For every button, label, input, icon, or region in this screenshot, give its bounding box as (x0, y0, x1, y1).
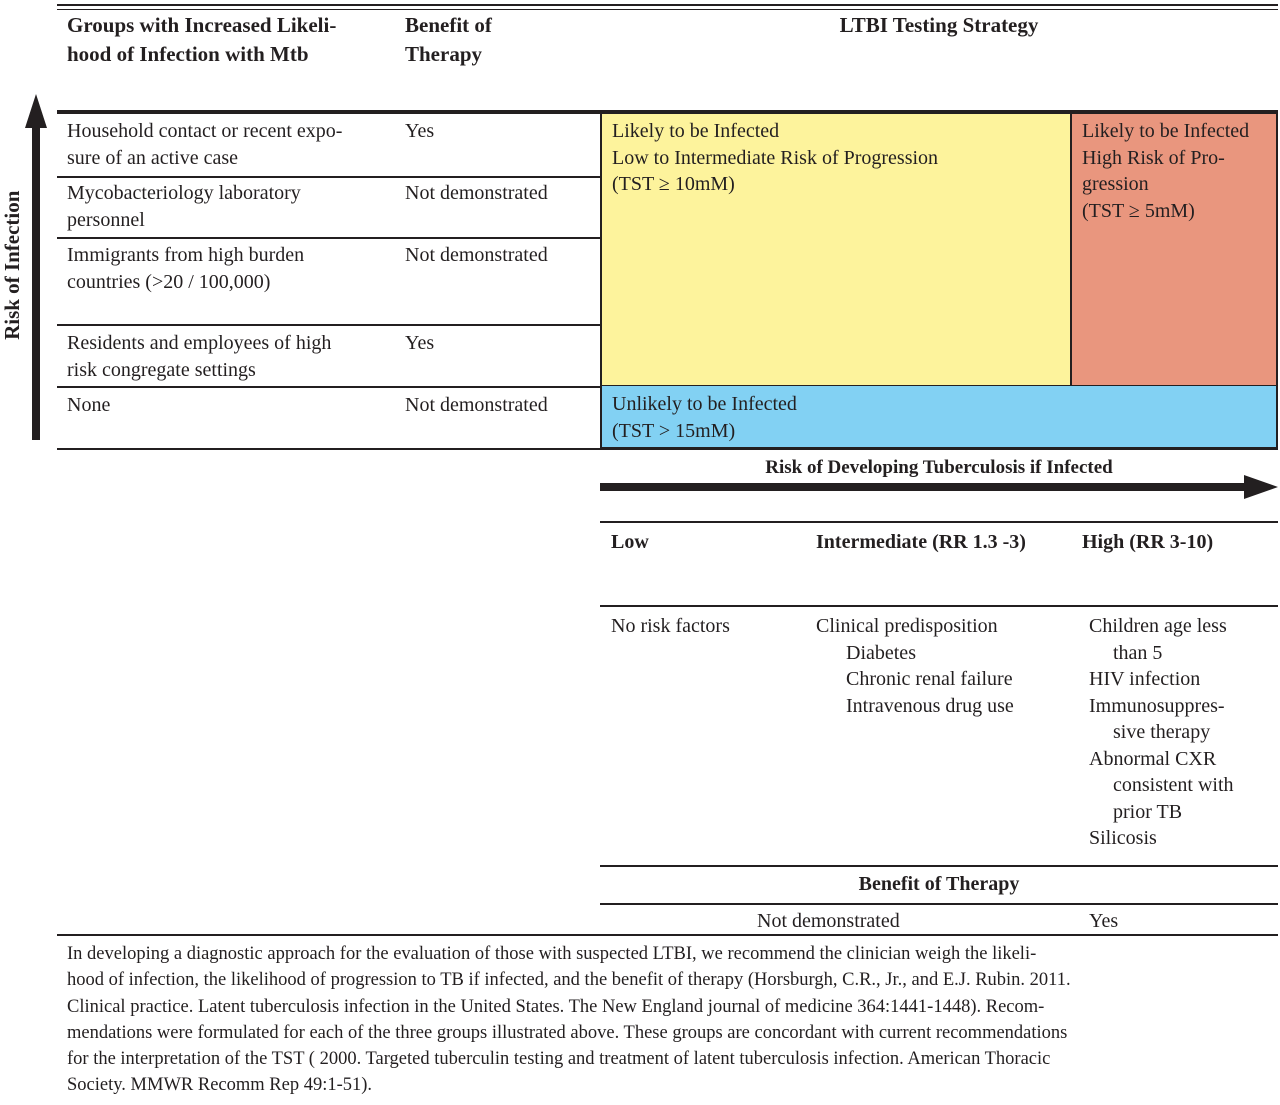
benefit-table-rule (600, 903, 1278, 905)
zone-likely-low-intermediate: Likely to be Infected Low to Intermediate Risk of Progression (TST ≥ 10mM) (600, 114, 1072, 387)
group-row-label: Mycobacteriology laboratory personnel (67, 182, 301, 231)
x-axis-label: Risk of Developing Tuberculosis if Infected (765, 457, 1113, 478)
zone-unlikely: Unlikely to be Infected (TST > 15mM) (600, 386, 1278, 449)
row-separator (57, 324, 600, 326)
risk-factors-low: No risk factors (611, 615, 730, 637)
group-row-benefit: Yes (405, 332, 435, 354)
benefit-not-demonstrated: Not demonstrated (757, 910, 900, 932)
group-row-benefit: Yes (405, 120, 435, 142)
benefit-table-rule (600, 865, 1278, 867)
benefit-heading: Benefit of Therapy (405, 13, 492, 66)
risk-level-intermediate: Intermediate (RR 1.3 -3) (816, 531, 1026, 553)
risk-factors-high: Children age less than 5 HIV infection Immunosuppres- sive therapy Abnormal CXR consistent with prior TB Silicosis (1089, 615, 1234, 849)
risk-of-tb-arrow (600, 474, 1280, 500)
zone-likely-high: Likely to be Infected High Risk of Pro- gression (TST ≥ 5mM) (1070, 114, 1278, 387)
group-row-label: Immigrants from high burden countries (>20 / 100,000) (67, 244, 305, 293)
risk-factors-intermediate: Clinical predisposition Diabetes Chronic renal failure Intravenous drug use (816, 615, 1014, 717)
caption: In developing a diagnostic approach for the evaluation of those with suspected LTBI, we recommend the clinician weigh the likeli- hood of infection, the likelihood of progression to TB if infected, and the benefit of therapy (Horsburgh, C.R., Jr., and E.J. Rubin. 2011. Clinical practice. Latent tuberculosis infection in the United States. The New England journal of medicine 364:1441-1448). Recom- mendations were formulated for each of the three groups illustrated above. These groups are concordant with current recommendations for the interpretation of the TST ( 2000. Targeted tuberculin testing and treatment of latent tuberculosis infection. American Thoracic Society. MMWR Recomm Rep 49:1-51). (67, 944, 1071, 1096)
top-rule-thin (57, 9, 1278, 10)
group-row-benefit: Not demonstrated (405, 244, 548, 266)
benefit-of-therapy-heading: Benefit of Therapy (858, 873, 1020, 895)
risk-table-rule (600, 605, 1278, 607)
group-row-label: Residents and employees of high risk congregate settings (67, 332, 332, 381)
row-separator (57, 176, 600, 178)
risk-level-low: Low (611, 531, 649, 553)
group-row-label: None (67, 394, 111, 416)
risk-level-high: High (RR 3-10) (1082, 531, 1214, 553)
strategy-heading: LTBI Testing Strategy (839, 13, 1039, 37)
top-rule (57, 4, 1278, 6)
risk-table-rule (600, 521, 1278, 523)
y-axis-label: Risk of Infection (0, 190, 24, 340)
group-row-label: Household contact or recent expo- sure of an active case (67, 120, 343, 169)
group-row-benefit: Not demonstrated (405, 394, 548, 416)
row-separator (57, 237, 600, 239)
caption-rule (57, 934, 1278, 936)
groups-heading: Groups with Increased Likeli- hood of Infection with Mtb (67, 13, 337, 66)
group-row-benefit: Not demonstrated (405, 182, 548, 204)
row-separator (57, 386, 600, 388)
risk-of-infection-arrow (22, 94, 50, 440)
benefit-yes: Yes (1089, 910, 1119, 932)
